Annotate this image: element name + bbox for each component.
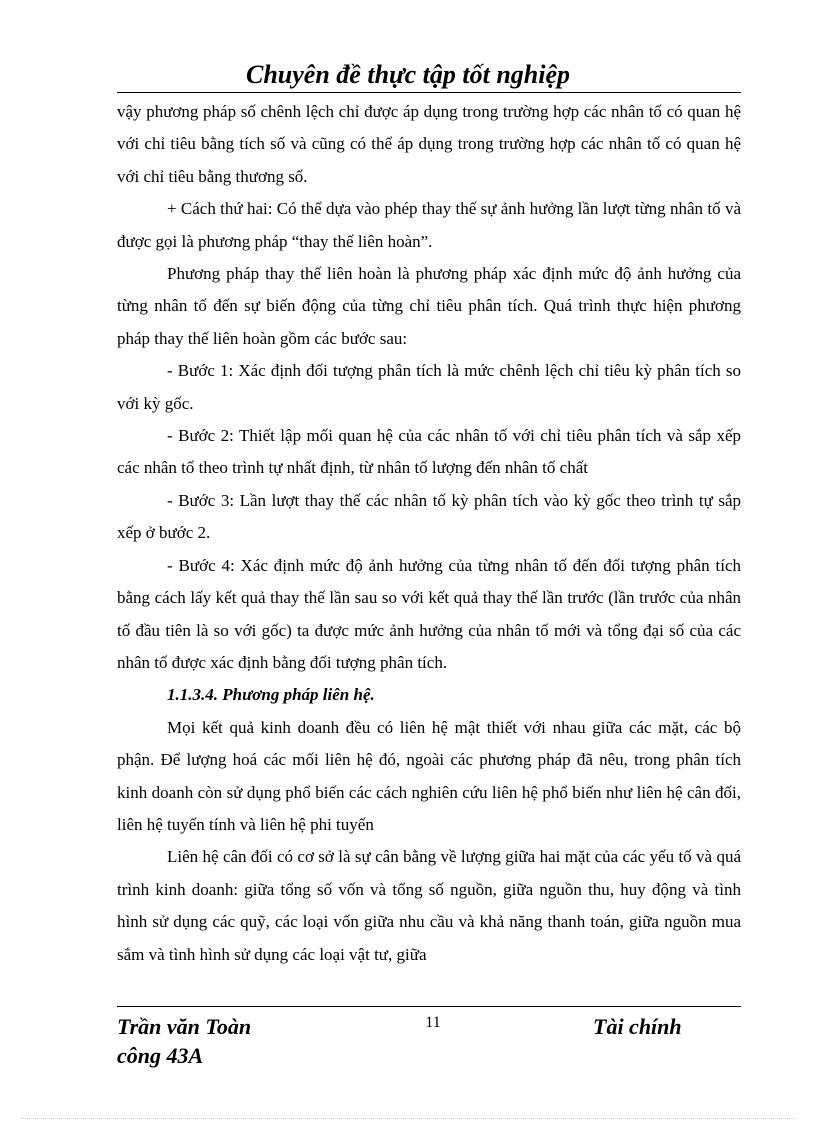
document-body xyxy=(117,96,741,971)
footer-divider xyxy=(117,1006,741,1007)
paragraph-step-4: - Bước 4: Xác định mức độ ảnh hưởng của từng nhân tố đến đối tượng phân tích bằng cách lấy kết quả thay thế lần sau so với kết quả thay thế lần trước (lần trước của nhân tố đầu tiên là so với gốc) ta được mức ảnh hưởng của nhân tố mới và tổng đại số của các nhân tố được xác định bằng đối tượng phân tích. xyxy=(117,555,741,672)
page-bottom-dotted-line xyxy=(20,1118,796,1119)
header-divider xyxy=(117,92,741,93)
paragraph-chain-substitution: Phương pháp thay thế liên hoàn là phương pháp xác định mức độ ảnh hưởng của từng nhân tố đến sự biến động của từng chỉ tiêu phân tích. Quá trình thực hiện phương pháp thay thế liên hoàn gồm các bước sau: xyxy=(117,264,741,348)
page-header-title: Chuyên đề thực tập tốt nghiệp xyxy=(246,60,570,89)
paragraph-step-2: - Bước 2: Thiết lập mối quan hệ của các nhân tố với chỉ tiêu phân tích và sắp xếp các nhân tố theo trình tự nhất định, từ nhân tố lượng đến nhân tố chất xyxy=(117,426,741,478)
paragraph-balance-relation: Liên hệ cân đối có cơ sở là sự cân bằng về lượng giữa hai mặt của các yếu tố và quá trình kinh doanh: giữa tổng số vốn và tổng số nguồn, giữa nguồn thu, huy động và tình hình sử dụng các quỹ, các loại vốn giữa nhu cầu và khả năng thanh toán, giữa nguồn mua sắm và tình hình sử dụng các loại vật tư, giữa xyxy=(117,847,741,964)
paragraph-continuation: vậy phương pháp số chênh lệch chỉ được áp dụng trong trường hợp các nhân tố có quan hệ với chỉ tiêu bằng tích số và cũng có thể áp dụng trong trường hợp các nhân tố có quan hệ với chỉ tiêu bằng thương số. xyxy=(117,102,741,186)
paragraph-step-1: - Bước 1: Xác định đối tượng phân tích là mức chênh lệch chỉ tiêu kỳ phân tích so với kỳ gốc. xyxy=(117,361,741,413)
paragraph-step-3: - Bước 3: Lần lượt thay thế các nhân tố kỳ phân tích vào kỳ gốc theo trình tự sắp xếp ở bước 2. xyxy=(117,490,741,543)
footer-department: Tài chính xyxy=(593,1014,682,1039)
page-number: 11 xyxy=(425,1014,441,1031)
footer-author: Trần văn Toàn xyxy=(117,1014,252,1039)
section-heading: 1.1.3.4. Phương pháp liên hệ. xyxy=(167,685,375,705)
paragraph-relations-intro: Mọi kết quả kinh doanh đều có liên hệ mật thiết với nhau giữa các mặt, các bộ phận. Để lượng hoá các mối liên hệ đó, ngoài các phương pháp đã nêu, trong phân tích kinh doanh còn sử dụng phổ biến các cách nghiên cứu liên hệ phổ biến như liên hệ cân đối, liên hệ tuyến tính và liên hệ phi tuyến xyxy=(117,717,741,834)
paragraph-method-two: + Cách thứ hai: Có thể dựa vào phép thay thế sự ảnh hưởng lần lượt từng nhân tố và được gọi là phương pháp “thay thế liên hoàn”. xyxy=(117,199,741,251)
footer-class: công 43A xyxy=(117,1043,204,1068)
